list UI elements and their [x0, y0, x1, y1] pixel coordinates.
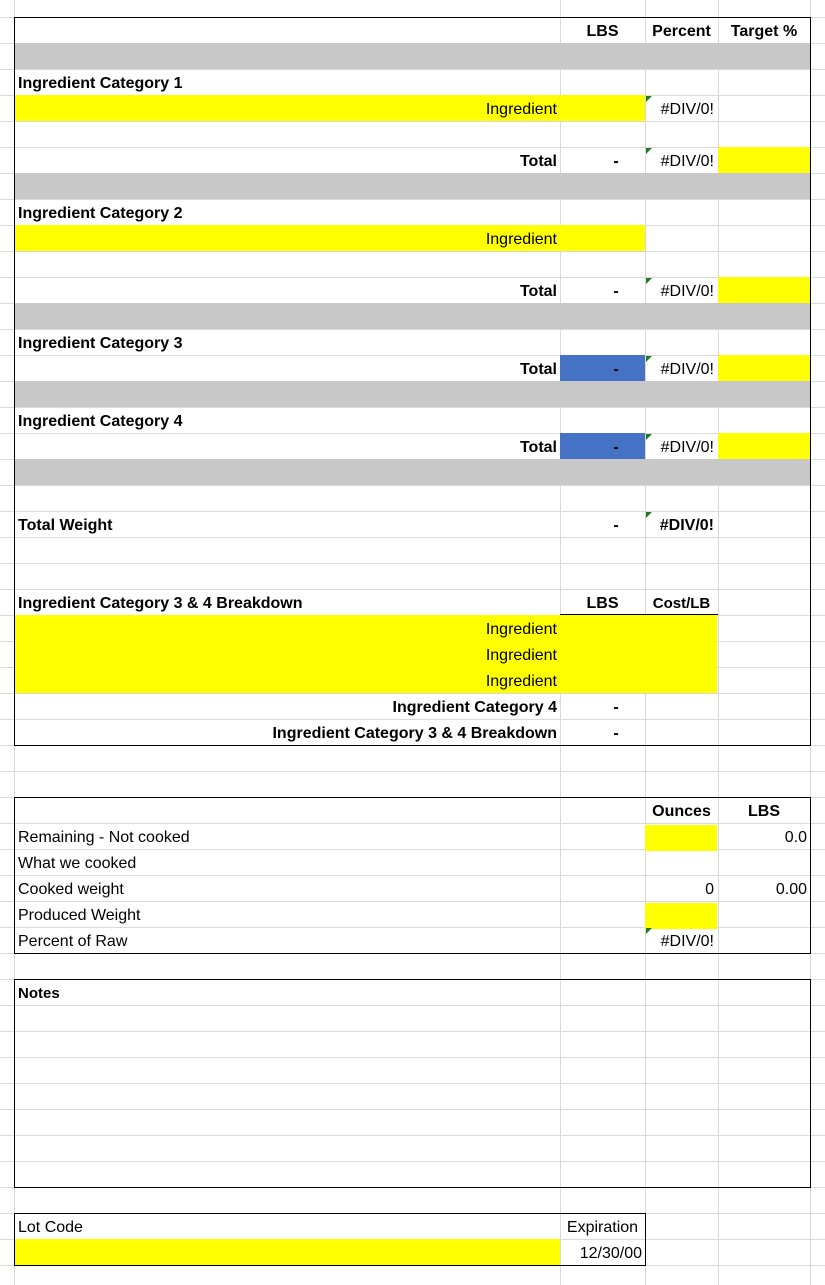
target-header: Target %	[730, 23, 798, 40]
cooked-label: What we cooked	[18, 855, 137, 872]
breakdown-ingredient: Ingredient	[485, 647, 557, 664]
band-3	[15, 303, 810, 329]
cat1-ingredient: Ingredient	[485, 101, 557, 118]
breakdown-title: Ingredient Category 3 & 4 Breakdown	[18, 595, 303, 612]
cat4-total-pct: #DIV/0!	[660, 439, 714, 456]
band-4	[15, 381, 810, 407]
cat2-target-fill[interactable]	[718, 277, 810, 303]
cooked-weight-oz: 0	[705, 881, 714, 898]
total-weight-label: Total Weight	[18, 517, 113, 534]
cat3-target-fill[interactable]	[718, 355, 810, 381]
breakdown-subtotal-lbs: -	[613, 699, 619, 716]
lot-code-input[interactable]	[15, 1239, 560, 1265]
percent-header: Percent	[652, 23, 711, 40]
lbs-header: LBS	[586, 23, 619, 40]
notes-box[interactable]	[14, 979, 811, 1188]
cat1-ingredient-pct: #DIV/0!	[660, 101, 714, 118]
cooking-lbs-header: LBS	[748, 803, 780, 820]
total-weight-lbs: -	[613, 517, 619, 534]
cat1-total-lbs: -	[613, 153, 619, 170]
remaining-lbs: 0.0	[784, 829, 807, 846]
produced-ounces-input[interactable]	[645, 903, 717, 929]
percent-raw-value: #DIV/0!	[660, 933, 714, 950]
ounces-header: Ounces	[652, 803, 711, 820]
cat2-ingredient: Ingredient	[485, 231, 557, 248]
cat3-total-lbs: -	[613, 361, 619, 378]
band-5	[15, 459, 810, 485]
cat1-label: Ingredient Category 1	[18, 75, 183, 92]
breakdown-lbs-header: LBS	[586, 595, 619, 612]
breakdown-ingredient: Ingredient	[485, 621, 557, 638]
cat2-total-pct: #DIV/0!	[660, 283, 714, 300]
cat1-target-fill[interactable]	[718, 147, 810, 173]
breakdown-cost-header: Cost/LB	[652, 595, 711, 612]
remaining-label: Remaining - Not cooked	[18, 829, 190, 846]
breakdown-subtotal-label: Ingredient Category 4	[392, 699, 557, 716]
cooked-weight-label: Cooked weight	[18, 881, 124, 898]
breakdown-total-lbs: -	[613, 725, 619, 742]
cat3-label: Ingredient Category 3	[18, 335, 183, 352]
cat2-total-lbs: -	[613, 283, 619, 300]
percent-raw-label: Percent of Raw	[18, 933, 128, 950]
cat4-target-fill[interactable]	[718, 433, 810, 459]
breakdown-total-label: Ingredient Category 3 & 4 Breakdown	[272, 725, 557, 742]
band-2	[15, 173, 810, 199]
cat1-total-pct: #DIV/0!	[660, 153, 714, 170]
expiration-label: Expiration	[566, 1219, 639, 1236]
lot-code-label: Lot Code	[18, 1219, 83, 1236]
band-1	[15, 43, 810, 69]
notes-label: Notes	[18, 985, 60, 1002]
cat3-total-pct: #DIV/0!	[660, 361, 714, 378]
cat3-total-label: Total	[519, 361, 557, 378]
expiration-value: 12/30/00	[579, 1245, 642, 1262]
cat4-label: Ingredient Category 4	[18, 413, 183, 430]
total-weight-pct: #DIV/0!	[659, 517, 714, 534]
breakdown-ingredient: Ingredient	[485, 673, 557, 690]
cat2-label: Ingredient Category 2	[18, 205, 183, 222]
cat4-total-label: Total	[519, 439, 557, 456]
cat2-total-label: Total	[519, 283, 557, 300]
grid-row-line	[0, 771, 825, 772]
remaining-ounces-input[interactable]	[645, 825, 717, 851]
cat4-total-lbs: -	[613, 439, 619, 456]
cat1-total-label: Total	[519, 153, 557, 170]
cooked-weight-lbs: 0.00	[775, 881, 807, 898]
produced-label: Produced Weight	[18, 907, 141, 924]
